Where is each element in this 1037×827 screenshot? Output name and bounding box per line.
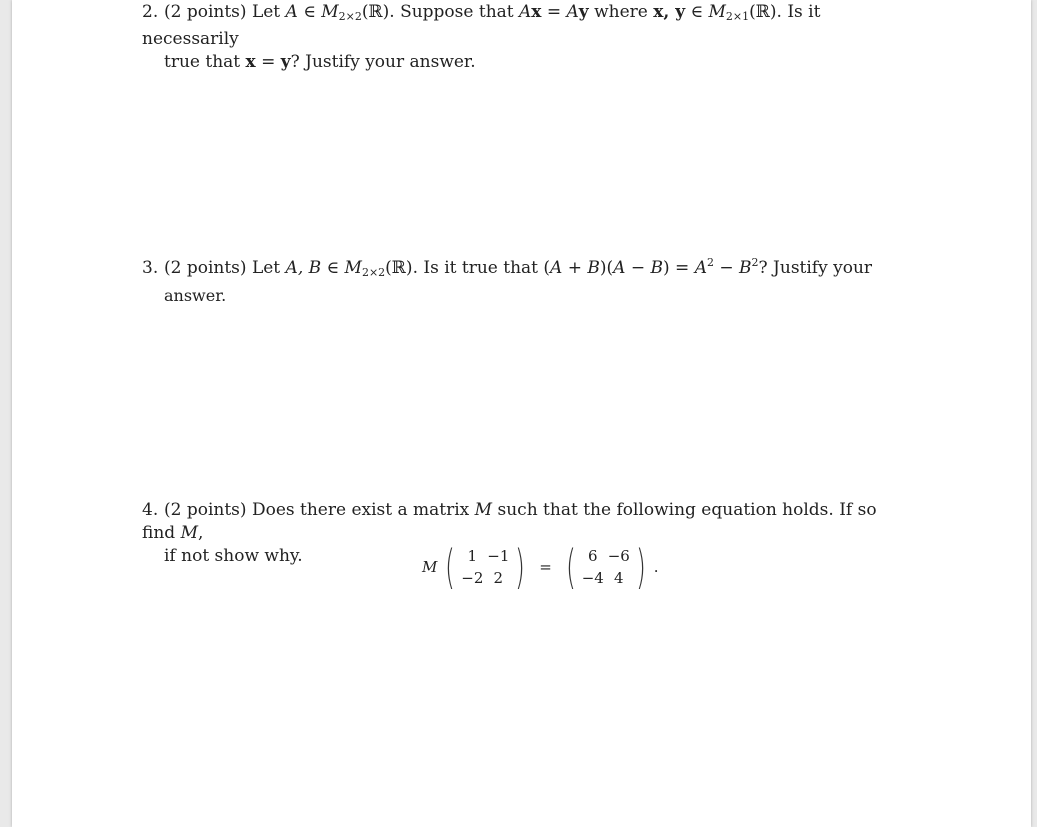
math-var: M — [180, 523, 198, 543]
math-var: B — [650, 258, 663, 278]
subscript: 2×1 — [725, 10, 750, 23]
math-var: A — [285, 2, 298, 22]
period: . — [653, 558, 659, 576]
document-page — [12, 0, 1031, 827]
problem-points: (2 points) — [164, 2, 247, 22]
text: )( — [599, 258, 614, 278]
math-vector: x — [245, 52, 256, 72]
text: ∈ — [321, 258, 345, 278]
matrix-cell: 2 — [493, 569, 504, 587]
text: , — [198, 523, 204, 543]
math-var: M — [708, 2, 726, 22]
math-var: M — [422, 558, 438, 576]
math-var: M — [474, 500, 493, 520]
text: such that the following equation holds. If so find — [142, 500, 877, 543]
problem-3-line-2: answer. — [164, 286, 227, 305]
text: true that — [164, 52, 246, 72]
problem-number: 2. — [142, 2, 159, 22]
math-var: B — [739, 258, 752, 278]
problem-4-line-1 — [142, 499, 912, 545]
text: Does there exist a matrix — [251, 500, 475, 520]
problem-2-line-2 — [142, 51, 912, 74]
math-var: M — [344, 258, 362, 278]
math-vector: x, y — [653, 2, 686, 22]
problem-points: (2 points) — [164, 258, 247, 278]
problem-points: (2 points) — [164, 500, 247, 520]
problem-2 — [142, 1, 912, 74]
math-var: A — [613, 258, 626, 278]
matrix-1 — [441, 540, 529, 594]
right-paren: ) — [515, 540, 526, 594]
subscript: 2×2 — [338, 10, 362, 23]
text: ∈ — [685, 2, 709, 22]
matrix-cell: −2 — [461, 569, 484, 587]
matrix-cell: −4 — [581, 569, 604, 587]
text: = — [541, 2, 567, 22]
text: where — [588, 2, 654, 22]
matrix-cell: −6 — [607, 547, 630, 565]
text: ? Justify your answer. — [290, 52, 476, 72]
text: ) = — [663, 258, 695, 278]
matrix-cell: −1 — [487, 547, 510, 565]
problem-number: 3. — [142, 258, 159, 278]
text: ? Justify your — [758, 258, 873, 278]
math-var: A, B — [285, 258, 322, 278]
matrix-cell: 6 — [588, 547, 598, 565]
text: + — [562, 258, 588, 278]
math-var: A — [550, 258, 563, 278]
text: (ℝ). Is it true that ( — [385, 258, 551, 278]
text: = — [255, 52, 281, 72]
left-paren: ( — [565, 540, 576, 594]
matrix-2-grid — [580, 545, 632, 589]
subscript: 2×2 — [361, 266, 386, 279]
matrix-2 — [562, 540, 650, 594]
math-var: A — [519, 2, 532, 22]
text: Let — [251, 2, 286, 22]
text: − — [713, 258, 740, 278]
problem-3 — [142, 251, 912, 307]
text: (ℝ). Is it necessarily — [142, 2, 821, 49]
left-paren: ( — [445, 540, 456, 594]
math-var: M — [321, 2, 339, 22]
text: Let — [251, 258, 286, 278]
math-vector: y — [578, 2, 589, 22]
math-var: A — [694, 258, 707, 278]
math-var: B — [587, 258, 600, 278]
problem-2-line-1 — [142, 1, 912, 51]
math-var: A — [566, 2, 579, 22]
text: (ℝ). Suppose that — [361, 2, 520, 22]
matrix-cell: 4 — [614, 569, 624, 587]
matrix-1-grid — [459, 545, 511, 589]
matrix-cell: 1 — [467, 547, 478, 565]
math-vector: y — [280, 52, 291, 72]
problem-number: 4. — [142, 500, 159, 520]
right-paren: ) — [635, 540, 646, 594]
equals-sign: = — [539, 558, 552, 576]
matrix-equation — [422, 540, 659, 594]
math-vector: x — [531, 2, 542, 22]
superscript: 2 — [706, 256, 714, 269]
superscript: 2 — [751, 256, 759, 269]
problem-4-line-2: if not show why. — [164, 546, 303, 566]
text: − — [625, 258, 651, 278]
text: ∈ — [297, 2, 322, 22]
problem-3-line-1 — [142, 251, 912, 284]
